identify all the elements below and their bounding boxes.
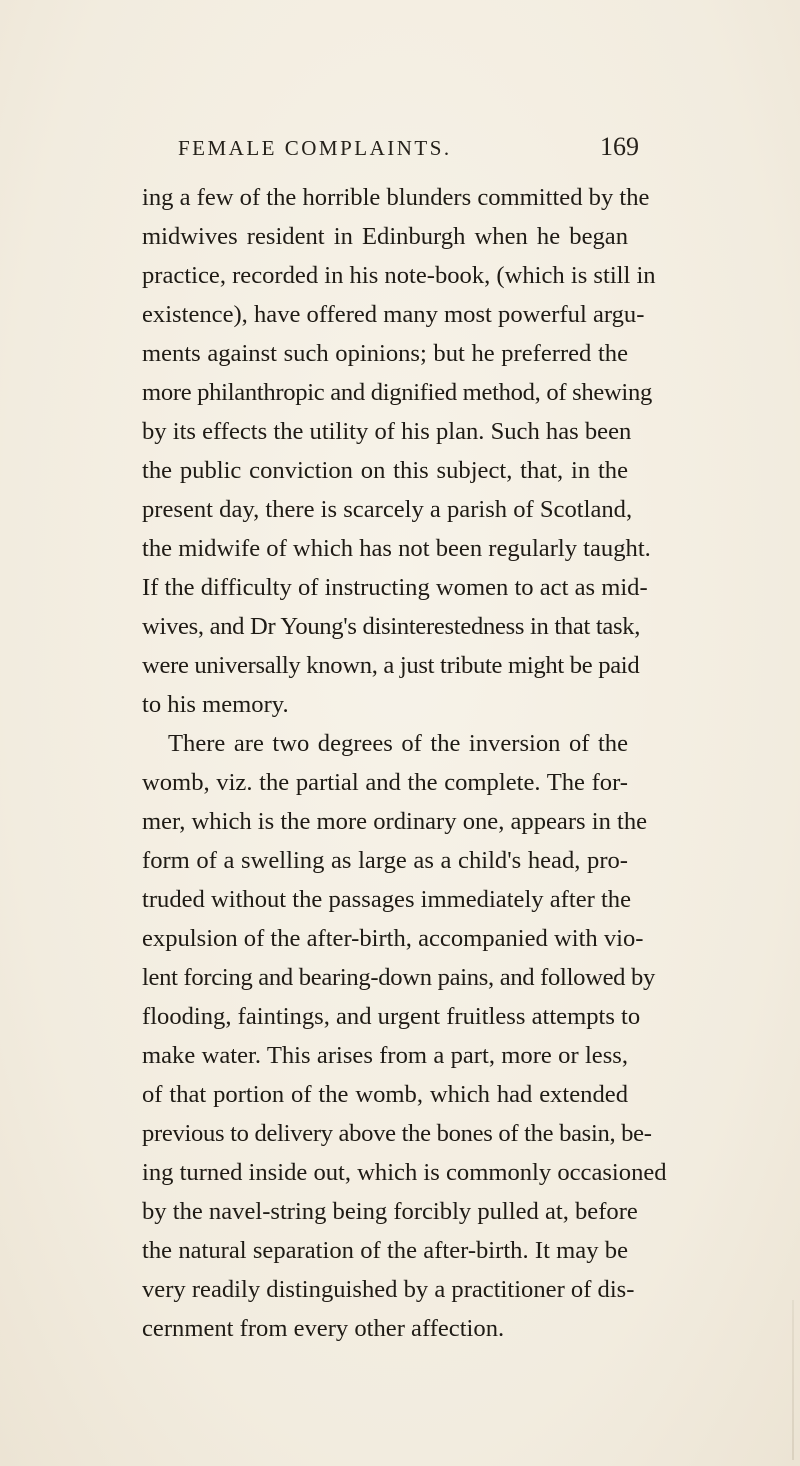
text-line: womb, viz. the partial and the complete. The for- — [142, 769, 628, 796]
text-line: expulsion of the after-birth, accompanied with vio- — [142, 925, 644, 952]
page-edge-shadow — [792, 1300, 794, 1460]
text-line: ing turned inside out, which is commonly occasioned — [142, 1159, 667, 1186]
page-number: 169 — [600, 132, 639, 161]
paragraph-2 — [142, 724, 667, 1348]
body-text — [142, 178, 667, 1348]
text-line: by its effects the utility of his plan. Such has been — [142, 418, 632, 445]
text-line: ments against such opinions; but he preferred the — [142, 340, 628, 367]
text-line: very readily distinguished by a practitioner of dis- — [142, 1276, 635, 1303]
text-line: more philanthropic and dignified method, of shewing — [142, 379, 652, 406]
text-line: the natural separation of the after-birth. It may be — [142, 1237, 628, 1264]
text-line: midwives resident in Edinburgh when he began — [142, 223, 628, 250]
paragraph-1 — [142, 178, 656, 724]
text-line: wives, and Dr Young's disinterestedness in that task, — [142, 613, 641, 640]
text-line: If the difficulty of instructing women to act as mid- — [142, 574, 648, 601]
text-line: cernment from every other affection. — [142, 1315, 505, 1342]
running-title: FEMALE COMPLAINTS. — [178, 136, 452, 160]
text-line: There are two degrees of the inversion of the — [168, 730, 628, 757]
text-line: present day, there is scarcely a parish of Scotland, — [142, 496, 633, 523]
text-line: form of a swelling as large as a child's head, pro- — [142, 847, 628, 874]
text-line: practice, recorded in his note-book, (which is still in — [142, 262, 656, 289]
text-line: flooding, faintings, and urgent fruitless attempts to — [142, 1003, 641, 1030]
text-line: truded without the passages immediately after the — [142, 886, 631, 913]
text-line: by the navel-string being forcibly pulled at, before — [142, 1198, 638, 1225]
text-line: mer, which is the more ordinary one, appears in the — [142, 808, 648, 835]
text-line: the midwife of which has not been regularly taught. — [142, 535, 651, 562]
text-line: to his memory. — [142, 691, 289, 718]
text-line: the public conviction on this subject, that, in the — [142, 457, 628, 484]
text-line: were universally known, a just tribute might be paid — [142, 652, 640, 679]
text-line: lent forcing and bearing-down pains, and followed by — [142, 964, 656, 991]
text-line: of that portion of the womb, which had extended — [142, 1081, 628, 1108]
page-header — [0, 132, 800, 172]
text-line: ing a few of the horrible blunders committed by the — [142, 184, 650, 211]
text-line: previous to delivery above the bones of the basin, be- — [142, 1120, 652, 1147]
text-line: make water. This arises from a part, more or less, — [142, 1042, 628, 1069]
text-line: existence), have offered many most powerful argu- — [142, 301, 645, 328]
